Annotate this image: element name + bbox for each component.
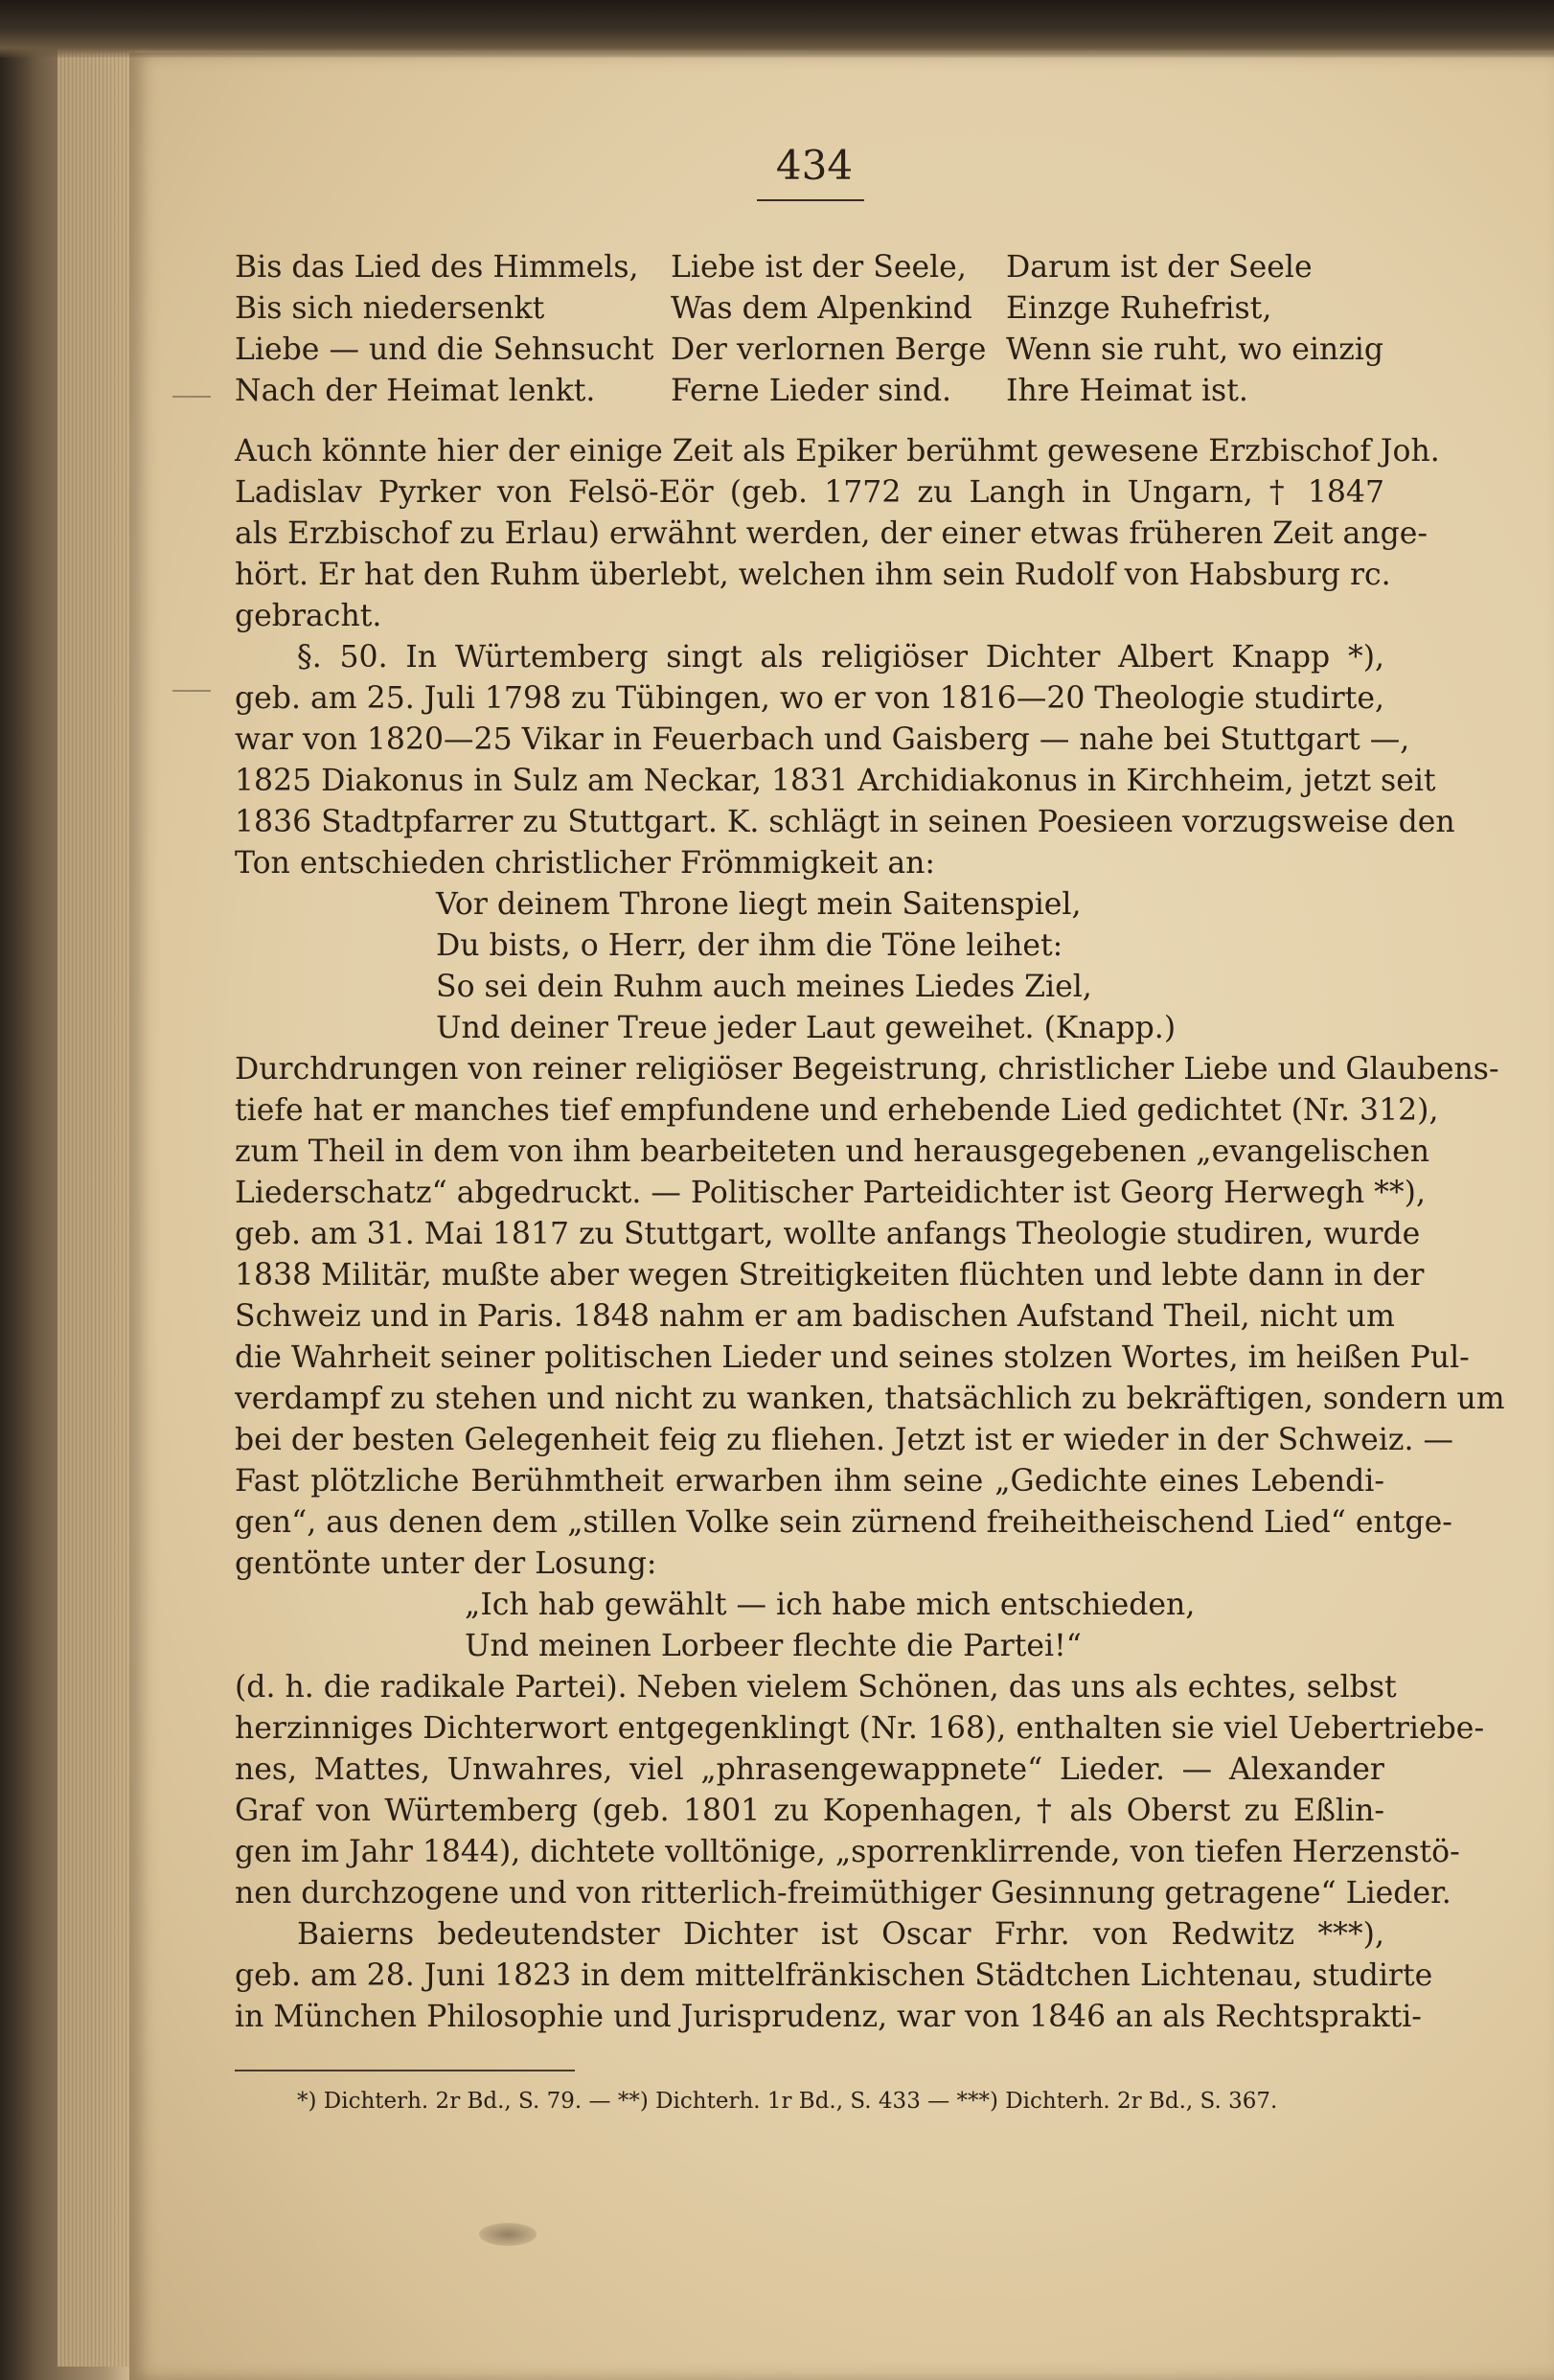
- text-line: bei der besten Gelegenheit feig zu fliehen. Jetzt ist er wieder in der Schweiz. —: [235, 1423, 1453, 1457]
- margin-mark: [172, 690, 211, 692]
- text-line: 1836 Stadtpfarrer zu Stuttgart. K. schlägt in seinen Poesieen vorzugsweise den: [235, 805, 1455, 839]
- text-line: Ladislav Pyrker von Felsö-Eör (geb. 1772 zu Langh in Ungarn, † 1847: [235, 475, 1384, 510]
- text-line: Ton entschieden christlicher Frömmigkeit an:: [235, 846, 936, 881]
- text-line: gen im Jahr 1844), dichtete volltönige, „sporrenklirrende, von tiefen Herzenstö-: [235, 1835, 1460, 1869]
- text-line: (d. h. die radikale Partei). Neben vielem Schönen, das uns als echtes, selbst: [235, 1670, 1397, 1705]
- text-line: Liederschatz“ abgedruckt. — Politischer Parteidichter ist Georg Herwegh **),: [235, 1176, 1426, 1210]
- section-heading-line: §. 50. In Würtemberg singt als religiöser Dichter Albert Knapp *),: [297, 640, 1384, 675]
- text-line: gentönte unter der Losung:: [235, 1546, 657, 1581]
- text-line: Fast plötzliche Berühmtheit erwarben ihm seine „Gedichte eines Lebendi-: [235, 1464, 1384, 1499]
- quote-verse-line: Und deiner Treue jeder Laut geweihet. (Knapp.): [436, 1011, 1177, 1045]
- stain-spot: [479, 2223, 537, 2246]
- text-line: geb. am 31. Mai 1817 zu Stuttgart, wollte anfangs Theologie studiren, wurde: [235, 1217, 1421, 1251]
- verse-line: Einzge Ruhefrist,: [1006, 291, 1272, 326]
- text-line: geb. am 28. Juni 1823 in dem mittelfränkischen Städtchen Lichtenau, studirte: [235, 1958, 1433, 1993]
- text-line: als Erzbischof zu Erlau) erwähnt werden, der einer etwas früheren Zeit ange-: [235, 516, 1428, 551]
- text-line: Baierns bedeutendster Dichter ist Oscar Frhr. von Redwitz ***),: [297, 1917, 1384, 1952]
- verse-column-2: [671, 247, 986, 412]
- verse-line: Darum ist der Seele: [1006, 250, 1313, 285]
- verse-line: Ferne Lieder sind.: [671, 374, 951, 408]
- verse-line: Nach der Heimat lenkt.: [235, 374, 596, 408]
- verse-line: Wenn sie ruht, wo einzig: [1006, 332, 1384, 367]
- text-line: hört. Er hat den Ruhm überlebt, welchen ihm sein Rudolf von Habsburg rc.: [235, 558, 1391, 592]
- footnote-rule: [235, 2070, 575, 2071]
- text-line: war von 1820—25 Vikar in Feuerbach und Gaisberg — nahe bei Stuttgart —,: [235, 722, 1410, 757]
- quote-verse-line: „Ich hab gewählt — ich habe mich entschieden,: [465, 1588, 1196, 1622]
- footnote: *) Dichterh. 2r Bd., S. 79. — **) Dichterh. 1r Bd., S. 433 — ***) Dichterh. 2r Bd., S. 367.: [297, 2089, 1278, 2114]
- verse-line: Liebe — und die Sehnsucht: [235, 332, 654, 367]
- text-line: verdampf zu stehen und nicht zu wanken, thatsächlich zu bekräftigen, sondern um: [235, 1382, 1505, 1416]
- verse-line: Bis das Lied des Himmels,: [235, 250, 639, 285]
- text-line: 1825 Diakonus in Sulz am Neckar, 1831 Archidiakonus in Kirchheim, jetzt seit: [235, 764, 1436, 798]
- quote-verse-line: Vor deinem Throne liegt mein Saitenspiel,: [436, 887, 1082, 922]
- text-line: geb. am 25. Juli 1798 zu Tübingen, wo er von 1816—20 Theologie studirte,: [235, 681, 1384, 716]
- text-line: tiefe hat er manches tief empfundene und erhebende Lied gedichtet (Nr. 312),: [235, 1093, 1439, 1128]
- verse-line: Der verlornen Berge: [671, 332, 987, 367]
- verse-line: Was dem Alpenkind: [671, 291, 972, 326]
- text-line: die Wahrheit seiner politischen Lieder und seines stolzen Wortes, im heißen Pul-: [235, 1340, 1470, 1375]
- text-line: gen“, aus denen dem „stillen Volke sein zürnend freiheitheischend Lied“ entge-: [235, 1505, 1452, 1540]
- page-number: 434: [775, 142, 854, 189]
- body-text: [235, 431, 1505, 2038]
- text-line: Durchdrungen von reiner religiöser Begeistrung, christlicher Liebe und Glaubens-: [235, 1052, 1499, 1087]
- binding-shadow: [0, 0, 1554, 57]
- margin-mark: [172, 396, 211, 398]
- text-line: Graf von Würtemberg (geb. 1801 zu Kopenhagen, † als Oberst zu Eßlin-: [235, 1794, 1384, 1828]
- quote-verse-line: Du bists, o Herr, der ihm die Töne leihet:: [436, 928, 1063, 963]
- text-line: gebracht.: [235, 599, 382, 633]
- text-line: herzinniges Dichterwort entgegenklingt (Nr. 168), enthalten sie viel Uebertriebe-: [235, 1711, 1485, 1746]
- text-line: in München Philosophie und Jurisprudenz, war von 1846 an als Rechtsprakti-: [235, 2000, 1422, 2034]
- page-edges: [57, 29, 134, 2367]
- verse-line: Bis sich niedersenkt: [235, 291, 545, 326]
- page-number-rule: [757, 199, 864, 201]
- quote-verse-line: Und meinen Lorbeer flechte die Partei!“: [465, 1629, 1082, 1663]
- text-line: Schweiz und in Paris. 1848 nahm er am badischen Aufstand Theil, nicht um: [235, 1299, 1395, 1334]
- text-line: zum Theil in dem von ihm bearbeiteten und herausgegebenen „evangelischen: [235, 1134, 1430, 1169]
- verse-column-3: [1006, 247, 1383, 412]
- text-line: nes, Mattes, Unwahres, viel „phrasengewappnete“ Lieder. — Alexander: [235, 1752, 1384, 1787]
- verse-column-1: [235, 247, 653, 412]
- verse-line: Liebe ist der Seele,: [671, 250, 967, 285]
- text-line: nen durchzogene und von ritterlich-freimüthiger Gesinnung getragene“ Lieder.: [235, 1876, 1451, 1911]
- verse-line: Ihre Heimat ist.: [1006, 374, 1248, 408]
- text-line: 1838 Militär, mußte aber wegen Streitigkeiten flüchten und lebte dann in der: [235, 1258, 1425, 1293]
- quote-verse-line: So sei dein Ruhm auch meines Liedes Ziel,: [436, 970, 1092, 1004]
- text-line: Auch könnte hier der einige Zeit als Epiker berühmt gewesene Erzbischof Joh.: [235, 434, 1440, 469]
